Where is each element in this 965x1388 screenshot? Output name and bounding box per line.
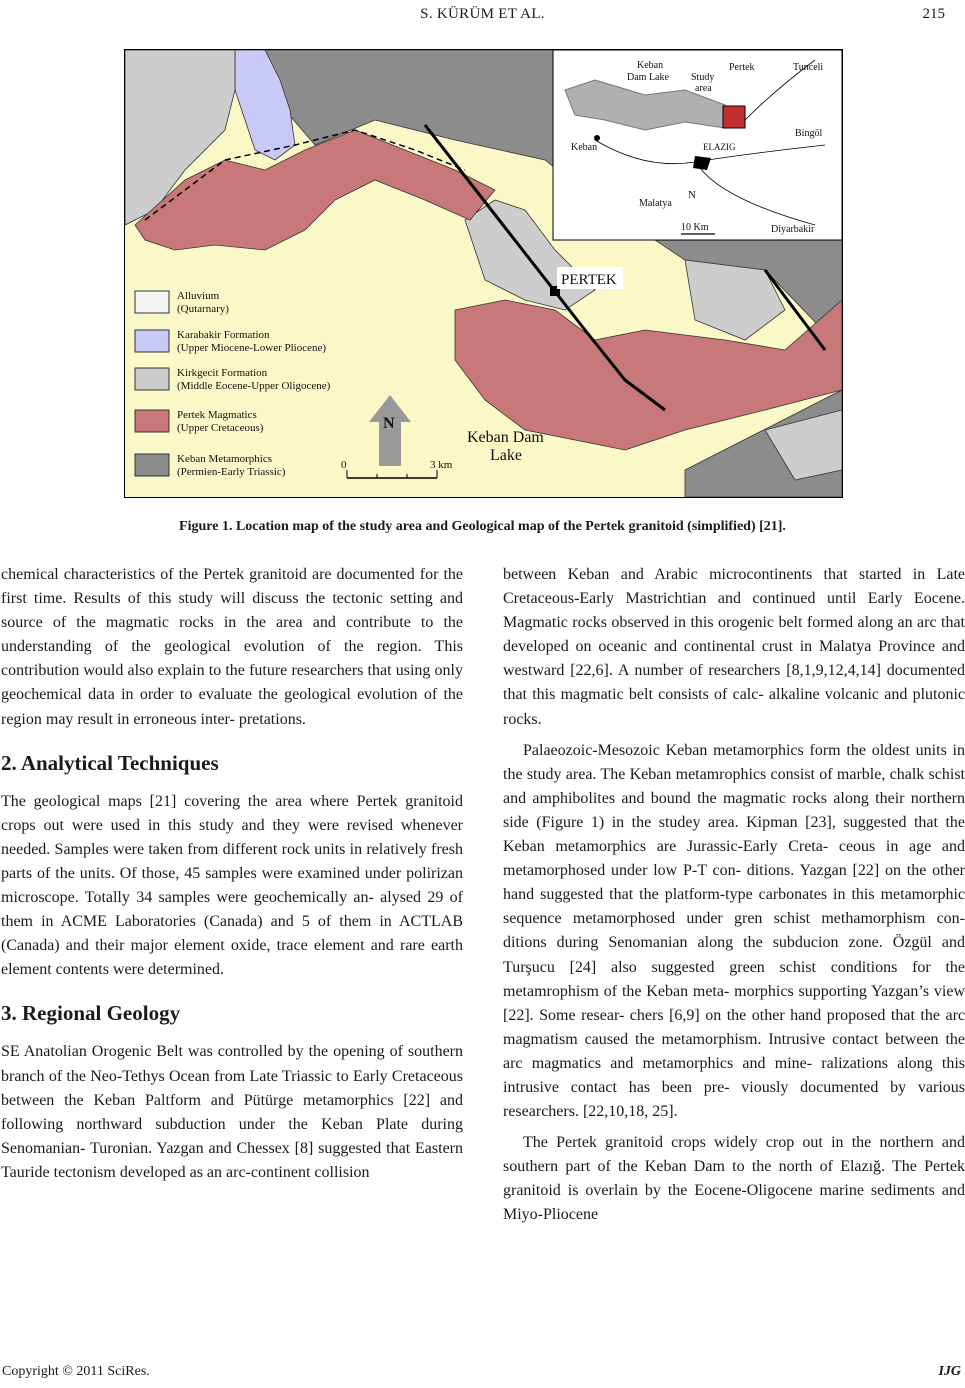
geological-map [125,50,842,497]
legend-age-2: (Middle Eocene-Upper Oligocene) [177,380,331,392]
footer-copyright: Copyright © 2011 SciRes. [2,1364,150,1379]
legend-age-4: (Permien-Early Triassic) [177,466,286,478]
page-number: 215 [922,6,945,22]
inset-malatya: Malatya [639,198,672,209]
legend-swatch-karabakir [135,330,169,352]
right-paragraph-3: The Pertek granitoid crops widely crop out in the northern and southern part of the Keban Dam to the north of Elazığ. The Pertek granitoid is overlain by the Eocene-Oligocene marine sediments and Miyo-Pliocene [503,1134,965,1224]
legend-swatch-kirkgecit [135,368,169,390]
section-heading-regional: 3. Regional Geology [1,1001,181,1026]
legend-age-1: (Upper Miocene-Lower Pliocene) [177,342,327,354]
right-column [503,563,965,1228]
scale-start: 0 [341,459,347,471]
legend-name-0: Alluvium [177,290,220,302]
footer-journal: IJG [938,1364,961,1379]
legend-age-0: (Qutarnary) [177,303,229,315]
left-column [1,563,463,1185]
inset-keban-lake-2: Dam Lake [627,72,669,83]
right-paragraph-2: Palaeozoic-Mesozoic Keban metamorphics form the oldest units in the study area. The Keban metamrophics consist of marble, chalk schist and amphibolites and bound the magmatic rocks along their northern side (Figure 1) in the studey area. Kipman [23], suggested that the Keban metamorphics are Jurassic-Early Creta- ceous in age and metamorphosed under low P-T con- ditions. Yazgan [22] on the other hand suggested that the platform-type carbonates in this metamorphic sequence metamorphosed under gren schist methamorphism con- ditions during Senomanian along the subducion zone. Özgül and Turşucu [24] also suggested green schist conditions for the metamrophism of the Keban meta- morphics supporting Yazgan’s view [22]. Some resear- chers [6,9] on the other hand proposed that the arc magmatism caused the metamorphism. Intrusive contact between the arc magmatics and metamorphics and mine- ralizations along this intrusive contact has been pre- viously documented by various researchers. [22,10,18, 25]. [503,741,965,1121]
inset-location-map [553,50,842,240]
legend-swatch-pertek [135,410,169,432]
legend-swatch-alluvium [135,291,169,313]
left-paragraph-3: SE Anatolian Orogenic Belt was controlled by the opening of southern branch of the Neo-Tethys Ocean from Late Triassic to Early Cretaceous between the Keban Paltform and Pütürge metamorphics [22] and following northward subduction under the Keban Plate during Senomanian- Turonian. Yazgan and Chessex [8] suggested that Eastern Tauride tectonism developed as an arc-continent collision [1,1043,463,1181]
inset-study-area-1: Study [691,72,715,83]
right-paragraph-1: between Keban and Arabic microcontinents that started in Late Cretaceous-Early Mastrichtian and continued until Early Eocene. Magmatic rocks observed in this orogenic belt formed along an arc that developed on oceanic and continental crust in Malatya Province and westward [22,6]. A number of researchers [8,1,9,12,4,14] documented that this magmatic belt consists of calc- alkaline volcanic and plutonic rocks. [503,566,965,728]
lake-label-line2: Lake [490,447,522,464]
legend-name-2: Kirkgecit Formation [177,367,268,379]
section-heading-analytical: 2. Analytical Techniques [1,750,219,775]
inset-tunceli: Tunceli [793,62,824,73]
north-label: N [383,415,395,432]
keban-marker [594,135,600,141]
legend-name-1: Karabakir Formation [177,329,270,341]
inset-scale: 10 Km [681,222,709,233]
inset-north: N [688,189,696,201]
legend-name-4: Keban Metamorphics [177,453,272,465]
running-head [0,6,965,26]
pertek-label: PERTEK [561,272,617,288]
figure-caption: Figure 1. Location map of the study area and Geological map of the Pertek granitoid (simplified) [21]. [179,519,786,534]
inset-keban: Keban [571,142,598,153]
inset-elazig: ELAZIG [703,142,736,152]
left-paragraph-2: The geological maps [21] covering the area where Pertek granitoid crops out were used in this study and they were revised whenever needed. Samples were taken from different rock units in relatively fresh parts of the units. Of those, 45 samples were examined under polirizan microscope. Totally 34 samples were geochemically an- alysed 29 of them in ACME Laboratories (Canada) and 5 of them in ACTLAB (Canada) and their major element oxide, trace element and rare earth element contents were determined. [1,792,463,979]
legend-age-3: (Upper Cretaceous) [177,422,264,434]
inset-bingol: Bingöl [795,128,823,139]
inset-diyarbakir: Diyarbakir [771,224,815,235]
inset-keban-lake-1: Keban [637,60,664,71]
figure-1-map [124,49,843,498]
inset-pertek: Pertek [729,62,755,73]
scale-end: 3 km [430,459,453,471]
running-head-authors: S. KÜRÜM ET AL. [420,6,545,22]
study-area-box [723,106,745,128]
lake-label-line1: Keban Dam [467,429,544,446]
legend-name-3: Pertek Magmatics [177,409,257,421]
inset-study-area-2: area [695,83,712,94]
left-paragraph-1: chemical characteristics of the Pertek granitoid are documented for the first time. Results of this study will discuss the tectonic setting and source of the magmatic rocks in the area and contribute to the understanding of the geological evolution of the region. This contribution would also explain to the future researchers that using only geochemical data in order to evaluate the geological evolution of the region may result in erroneous inter- pretations. [1,566,463,728]
page-footer [0,1364,965,1384]
legend-swatch-keban [135,454,169,476]
